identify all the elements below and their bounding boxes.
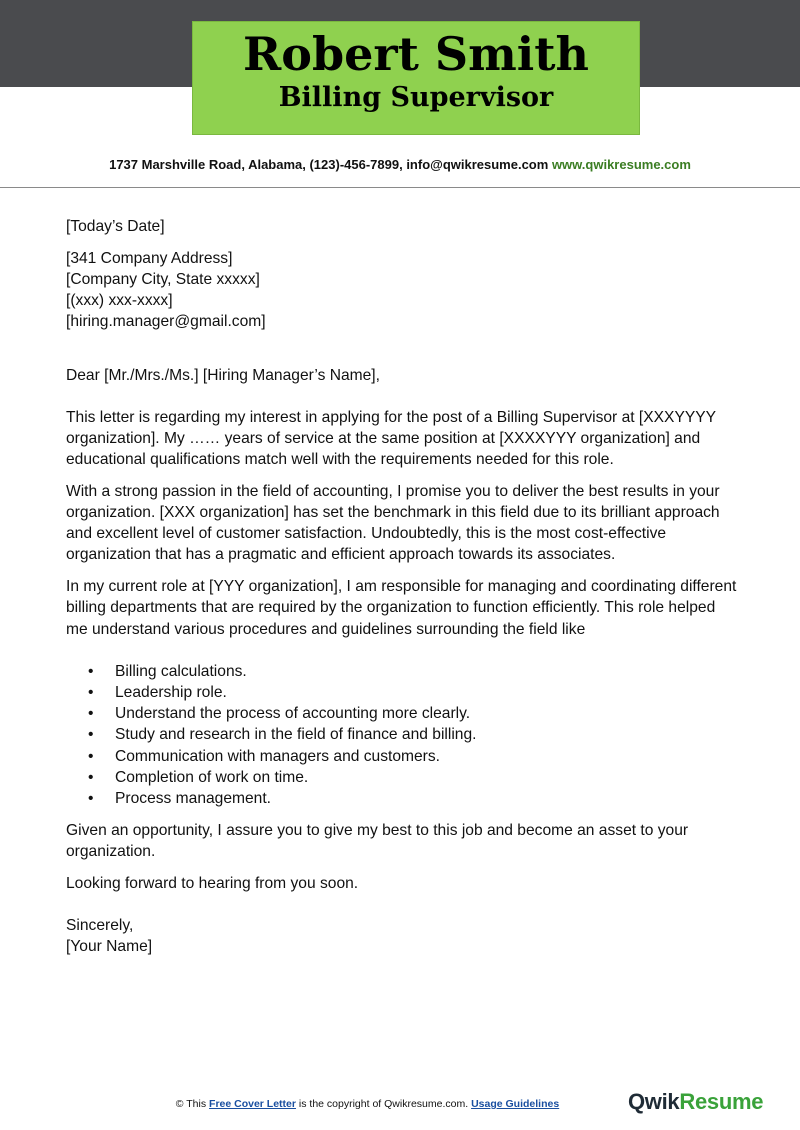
skills-list — [66, 661, 738, 809]
paragraph: In my current role at [YYY organization], I am responsible for managing and coordinating different billing departments that are required by the organization to function efficiently. This role helped me understand various procedures and guidelines surrounding the field like — [66, 578, 737, 638]
list-item: • Communication with managers and customers. — [66, 746, 738, 767]
website-link[interactable]: www.qwikresume.com — [551, 157, 691, 172]
letter-date: [Today’s Date] — [66, 218, 165, 235]
candidate-name: Robert Smith — [243, 27, 589, 81]
contact-line — [0, 157, 800, 172]
paragraph: Given an opportunity, I assure you to give my best to this job and become an asset to your organization. — [66, 821, 689, 860]
address-line: [341 Company Address] — [66, 249, 233, 267]
list-item: • Leadership role. — [66, 682, 738, 703]
footer-middle: is the copyright of Qwikresume.com. — [298, 1098, 469, 1110]
recipient-address — [66, 248, 738, 333]
signature: [Your Name] — [66, 937, 153, 955]
free-cover-letter-link[interactable]: Free Cover Letter — [209, 1098, 296, 1110]
list-item: • Study and research in the field of finance and billing. — [66, 724, 738, 745]
logo-text-qwik: Qwik — [628, 1089, 680, 1114]
letter-body — [66, 216, 738, 957]
address-line: [hiring.manager@gmail.com] — [66, 313, 266, 331]
list-item: • Billing calculations. — [66, 661, 738, 682]
contact-details: 1737 Marshville Road, Alabama, (123)-456-7899, info@qwikresume.com — [109, 157, 549, 172]
header-divider — [0, 187, 800, 188]
address-line: [(xxx) xxx-xxxx] — [66, 292, 173, 310]
list-item: • Process management. — [66, 788, 738, 809]
footer-prefix: © This — [175, 1098, 207, 1110]
address-line: [Company City, State xxxxx] — [66, 270, 260, 288]
paragraph: Looking forward to hearing from you soon. — [66, 874, 359, 892]
list-item: • Understand the process of accounting more clearly. — [66, 703, 738, 724]
job-title: Billing Supervisor — [278, 82, 554, 113]
usage-guidelines-link[interactable]: Usage Guidelines — [471, 1098, 560, 1110]
paragraph: This letter is regarding my interest in applying for the post of a Billing Supervisor at [XXXYYYY organization]. My …… years of service at the same position at [XXXXYYY organization] and educational qualifications match well with the requirements needed for this role. — [66, 408, 716, 469]
copyright-footer — [0, 1098, 735, 1110]
paragraph: With a strong passion in the field of accounting, I promise you to deliver the best results in your organization. [XXX organization] has set the benchmark in this field due to its brilliant approach and excellent level of customer satisfaction. Undoubtedly, this is the most cost-effective organization that has a pragmatic and efficient approach towards its associates. — [66, 482, 720, 564]
qwikresume-logo — [628, 1089, 763, 1115]
signoff: Sincerely, — [66, 916, 134, 934]
salutation: Dear [Mr./Mrs./Ms.] [Hiring Manager’s Name], — [66, 366, 380, 384]
logo-text-resume: Resume — [679, 1089, 764, 1114]
name-banner — [192, 21, 640, 135]
list-item: • Completion of work on time. — [66, 767, 738, 788]
